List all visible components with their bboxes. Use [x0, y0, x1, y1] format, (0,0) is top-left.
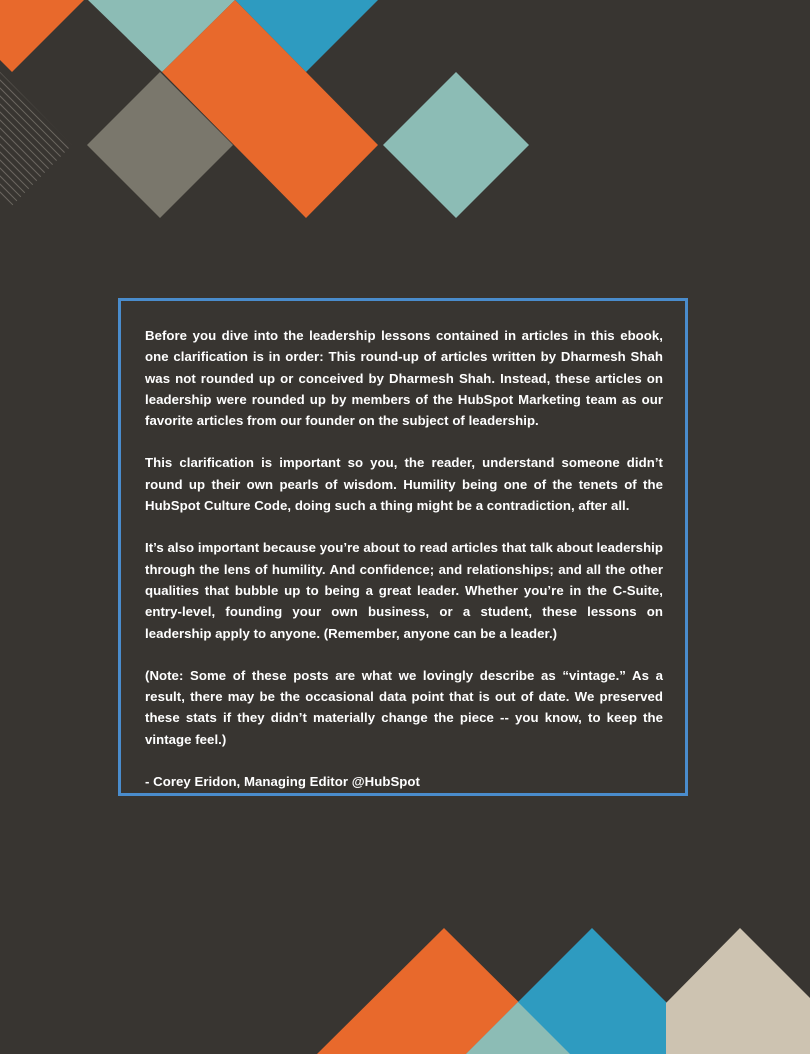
intro-paragraph-1: Before you dive into the leadership lessons contained in articles in this ebook, one clarification is in order: This round-up of articles written by Dharmesh Shah was not rounded up or conceived by Dharmesh Shah. Instead, these articles on leadership were rounded up by members of the HubSpot Marketing team as our favorite articles from our founder on the subject of leadership. [145, 328, 663, 429]
author-signature: - Corey Eridon, Managing Editor @HubSpot [145, 774, 420, 790]
intro-text-box [118, 298, 688, 796]
intro-paragraph-4: (Note: Some of these posts are what we lovingly describe as “vintage.” As a result, there may be the occasional data point that is out of date. We preserved these stats if they didn’t materially change the piece -- you know, to keep the vintage feel.) [145, 667, 663, 747]
decor-diamond-orange-left [0, 0, 84, 72]
decor-diamond-teal-right [383, 72, 529, 218]
intro-paragraph-2: This clarification is important so you, the reader, understand someone didn’t round up their own pearls of wisdom. Humility being one of the tenets of the HubSpot Culture Code, doing such a thing might be a contradiction, after all. [145, 455, 663, 514]
intro-paragraph-3: It’s also important because you’re about to read articles that talk about leadership through the lens of humility. And confidence; and relationships; and all the other qualities that bubble up to being a great leader. Whether you’re in the C-Suite, entry-level, founding your own business, or a student, these lessons on leadership apply to anyone. (Remember, anyone can be a leader.) [145, 540, 663, 641]
decor-diamond-beige-bottom [666, 928, 810, 1054]
